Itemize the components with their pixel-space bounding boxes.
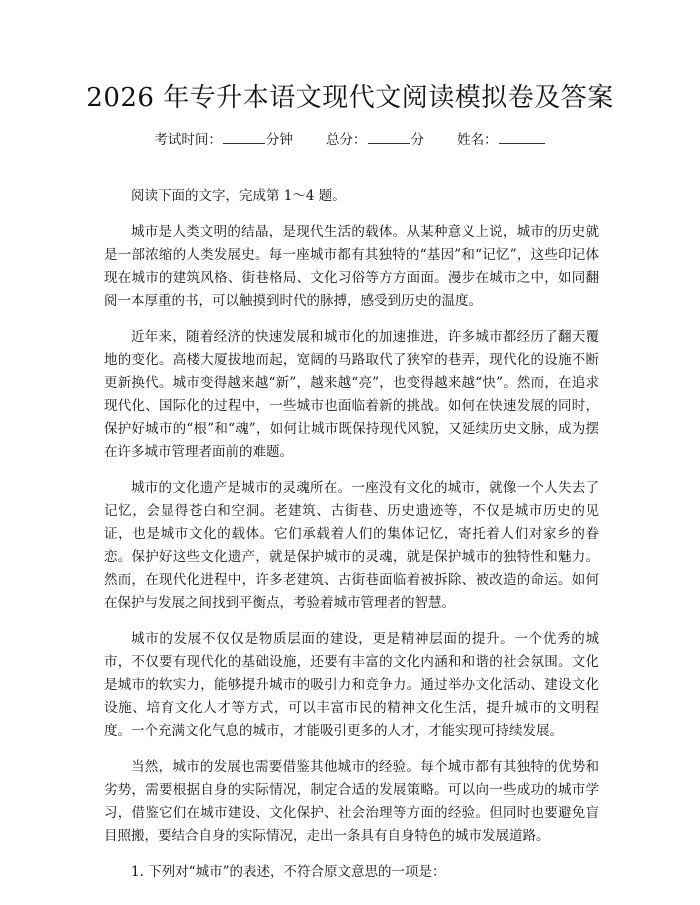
reading-passage [104,185,599,884]
total-score-label: 总分： [326,132,367,148]
passage-paragraph-5: 当然，城市的发展也需要借鉴其他城市的经验。每个城市都有其独特的优势和劣势，需要根据自身的实际情况，制定合适的发展策略。可以向一些成功的城市学习，借鉴它们在城市建设、文化保护、社会治理等方面的经验。但同时也要避免盲目照搬，要结合自身的实际情况，走出一条具有自身特色的城市发展道路。 [104,759,599,844]
instruction-text: 阅读下面的文字，完成第 1～4 题。 [131,188,346,204]
total-score-field [326,132,424,148]
name-label: 姓名： [457,132,498,148]
total-score-blank[interactable] [368,131,410,144]
total-score-unit: 分 [410,132,424,148]
question-1: 1. 下列对“城市”的表述，不符合原文意思的一项是： [131,864,446,880]
passage-paragraph-1: 城市是人类文明的结晶，是现代生活的载体。从某种意义上说，城市的历史就是一部浓缩的人类发展史。每一座城市都有其独特的“基因”和“记忆”，这些印记体现在城市的建筑风格、街巷格局、文化习俗等方方面面。漫步在城市之中，如同翻阅一本厚重的书，可以触摸到时代的脉搏，感受到历史的温度。 [104,224,599,309]
exam-time-field [154,132,293,148]
exam-time-blank[interactable] [223,131,265,144]
passage-paragraph-2: 近年来，随着经济的快速发展和城市化的加速推进，许多城市都经历了翻天覆地的变化。高楼大厦拔地而起，宽阔的马路取代了狭窄的巷弄，现代化的设施不断更新换代。城市变得越来越“新”，越来越“亮”，也变得越来越“快”。然而，在追求现代化、国际化的过程中，一些城市也面临着新的挑战。如何在快速发展的同时，保护好城市的“根”和“魂”，如何让城市既保持现代风貌，又延续历史文脉，成为摆在许多城市管理者面前的难题。 [104,329,599,460]
exam-time-label: 考试时间： [154,132,222,148]
passage-paragraph-3: 城市的文化遗产是城市的灵魂所在。一座没有文化的城市，就像一个人失去了记忆，会显得苍白和空洞。老建筑、古街巷、历史遗迹等，不仅是城市历史的见证，也是城市文化的载体。它们承载着人们的集体记忆，寄托着人们对家乡的眷恋。保护好这些文化遗产，就是保护城市的灵魂，就是保护城市的独特性和魅力。然而，在现代化进程中，许多老建筑、古街巷面临着被拆除、被改造的命运。如何在保护与发展之间找到平衡点，考验着城市管理者的智慧。 [104,480,599,611]
passage-paragraph-4: 城市的发展不仅仅是物质层面的建设，更是精神层面的提升。一个优秀的城市，不仅要有现代化的基础设施，还要有丰富的文化内涵和和谐的社会氛围。文化是城市的软实力，能够提升城市的吸引力和竞争力。通过举办文化活动、建设文化设施、培育文化人才等方式，可以丰富市民的精神文化生活，提升城市的文明程度。一个充满文化气息的城市，才能吸引更多的人才，才能实现可持续发展。 [104,631,599,739]
exam-time-unit: 分钟 [265,132,293,148]
page-title: 2026 年专升本语文现代文阅读模拟卷及答案 [86,83,614,113]
name-blank[interactable] [499,131,545,144]
name-field [457,132,546,148]
exam-info-line [0,130,700,150]
